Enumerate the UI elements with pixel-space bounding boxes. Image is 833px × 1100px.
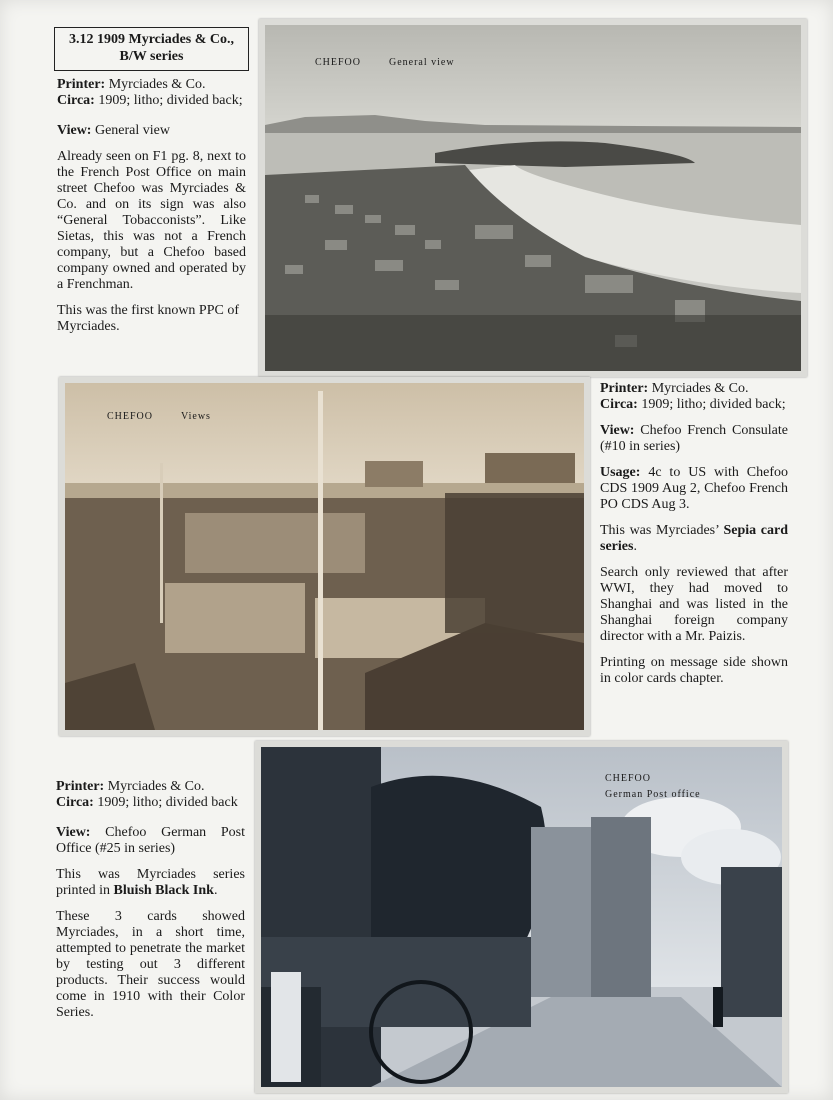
view-value: General view — [94, 123, 170, 138]
card2-paragraph3: Printing on message side shown in color cards chapter. — [600, 655, 788, 686]
card2-paragraph1: This was Myrciades’ Sepia card series. — [600, 523, 789, 554]
circa-label: Circa: — [57, 93, 95, 108]
circa-value: 1909; litho; divided back — [97, 795, 238, 810]
card2-description — [600, 381, 788, 697]
usage-label: Usage: — [600, 465, 641, 480]
view-value: Chefoo French Consulate (#10 in series) — [600, 423, 788, 454]
usage-value: 4c to US with Chefoo CDS 1909 Aug 2, Chefoo French PO CDS Aug 3. — [600, 465, 788, 512]
card3-paragraph2: These 3 cards showed Myrciades, in a short time, attempted to penetrate the market by testing out 3 different products. Their success would come in 1910 with their Color Series. — [56, 909, 245, 1020]
circa-label: Circa: — [600, 397, 638, 412]
view-label: View: — [600, 423, 635, 438]
printer-value: Myrciades & Co. — [651, 381, 749, 396]
printer-value: Myrciades & Co. — [107, 779, 205, 794]
card1-paragraph1: Already seen on F1 pg. 8, next to the French Post Office on main street Chefoo was Myrciades & Co. and on its sign was also “General Tobacconists”. Like Sietas, this was not a French company, but a Chefoo based company owned and operated by a Frenchman. — [57, 149, 246, 292]
printer-label: Printer: — [600, 381, 649, 396]
card1-description — [57, 77, 246, 345]
card2-paragraph2: Search only reviewed that after WWI, they had moved to Shanghai and was listed in the Shanghai foreign company director with a Mr. Paizis. — [600, 565, 788, 644]
view-value: Chefoo German Post Office (#25 in series) — [56, 825, 245, 856]
postcard-french-consulate — [59, 377, 590, 736]
circa-label: Circa: — [56, 795, 94, 810]
section-title — [54, 27, 249, 71]
view-label: View: — [56, 825, 91, 840]
german-post-office-photo — [261, 747, 782, 1087]
printer-label: Printer: — [56, 779, 105, 794]
title-line1: 3.12 1909 Myrciades & Co., — [69, 32, 234, 47]
view-label: View: — [57, 123, 92, 138]
card1-caption-title: General view — [389, 57, 455, 68]
card3-caption-place: CHEFOO — [605, 773, 652, 784]
card3-caption-title: German Post office — [605, 789, 701, 800]
circa-value: 1909; litho; divided back; — [98, 93, 243, 108]
printer-value: Myrciades & Co. — [108, 77, 206, 92]
title-line2: B/W series — [119, 49, 184, 64]
card2-caption-title: Views — [181, 411, 211, 422]
card1-caption-place: CHEFOO — [315, 57, 362, 68]
postcard-general-view — [259, 19, 807, 377]
card1-paragraph2: This was the first known PPC of Myrciades. — [57, 303, 239, 334]
french-consulate-photo — [65, 383, 584, 730]
card3-paragraph1: This was Myrciades series printed in Bluish Black Ink. — [56, 867, 245, 898]
card2-caption-place: CHEFOO — [107, 411, 154, 422]
printer-label: Printer: — [57, 77, 106, 92]
general-view-photo — [265, 25, 801, 371]
circa-value: 1909; litho; divided back; — [641, 397, 786, 412]
postcard-german-post-office — [255, 741, 788, 1093]
card3-description — [56, 779, 245, 1031]
